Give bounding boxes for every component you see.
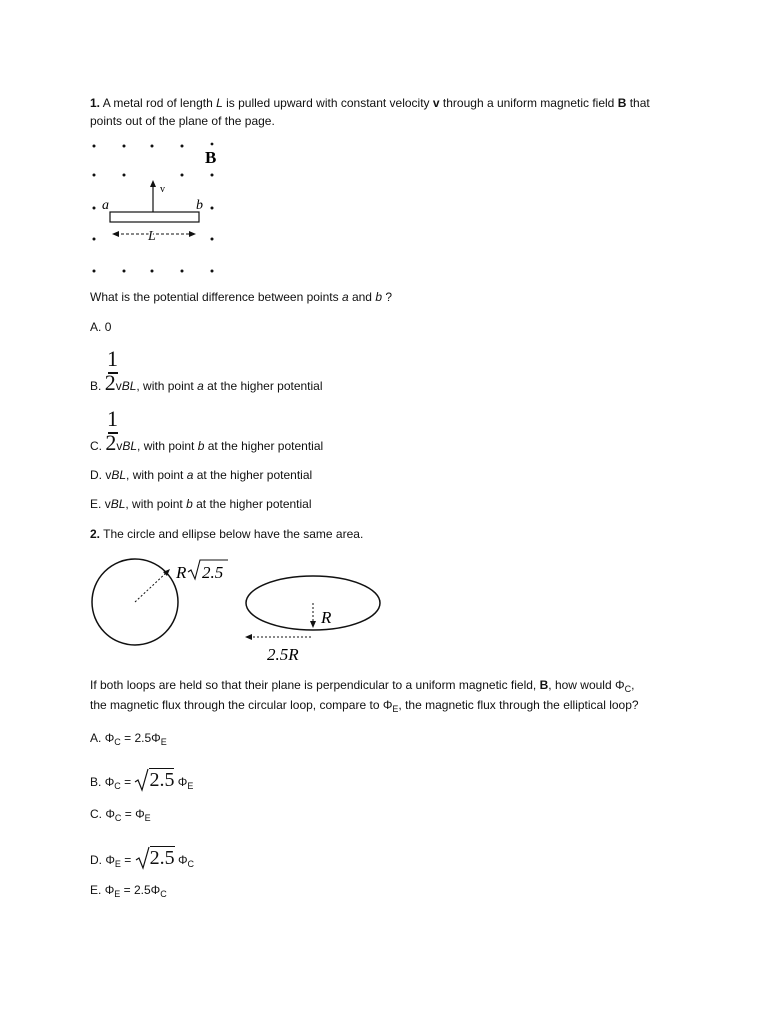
q2-choice-c[interactable]: C. $\Phi_C = \Phi_E$ xyxy=(90,807,151,823)
q2-stem: 2. The circle and ellipse below have the same area. xyxy=(90,527,364,541)
q2-choice-e[interactable]: E. $\Phi_E = 2.5\Phi_C$ xyxy=(90,883,167,899)
ellipse-major-label: 2.5R xyxy=(267,645,299,664)
end-label-a: a xyxy=(102,198,109,213)
sqrt-symbol xyxy=(135,846,150,870)
q1-choice-e[interactable]: E. vBL, with point b at the higher potential xyxy=(90,497,312,511)
q1-stem-line2: points out of the plane of the page. xyxy=(90,114,275,128)
fraction-numerator: 1 xyxy=(107,406,118,431)
field-label-B: B xyxy=(205,148,217,167)
q1-choice-a[interactable]: A. 0 xyxy=(90,320,112,334)
q1-choice-c[interactable]: 1 C. 2vBL, with point b at the higher potential xyxy=(90,406,324,455)
q1-number: 1. xyxy=(90,96,101,110)
fraction-numerator: 1 xyxy=(107,346,118,371)
fraction-denominator: 2 xyxy=(105,430,117,455)
q2-choice-b[interactable]: B. $\Phi_C = 2.5$ $\Phi_E$ xyxy=(90,769,194,791)
ellipse-minor-R: R xyxy=(321,608,332,627)
q1-stem-line1: 1. A metal rod of length L is pulled upward with constant velocity v through a uniform magnetic field B that xyxy=(90,96,650,110)
q2-number: 2. xyxy=(90,527,101,541)
q1-choice-b[interactable]: 1 B. 2vBL, with point a at the higher potential xyxy=(90,346,323,395)
q2-question-line1: If both loops are held so that their plane is perpendicular to a uniform magnetic field, B, how would $\Phi_C$, xyxy=(90,678,635,694)
fraction-denominator: 2 xyxy=(104,370,116,395)
q1-question: What is the potential difference between points a and b ? xyxy=(90,290,393,304)
circle-ellipse-diagram xyxy=(85,552,395,667)
circle-radius-sqrt-value: 2.5 xyxy=(202,563,224,582)
length-label-L: L xyxy=(148,229,156,244)
q2-choice-a[interactable]: A. $\Phi_C = 2.5\Phi_E$ xyxy=(90,731,167,747)
sqrt-symbol xyxy=(134,768,149,792)
metal-rod xyxy=(110,212,199,222)
circle-radius-line xyxy=(135,572,167,602)
rod-field-diagram xyxy=(80,135,230,280)
q2-choice-d[interactable]: D. $\Phi_E = 2.5$ $\Phi_C$ xyxy=(90,847,195,869)
q1-choice-d[interactable]: D. vBL, with point a at the higher potential xyxy=(90,468,313,482)
velocity-label: v xyxy=(160,184,165,195)
end-label-b: b xyxy=(196,198,203,213)
circle-radius-R: R xyxy=(176,563,187,582)
q2-question-line2: the magnetic flux through the circular loop, compare to $\Phi_E$, the magnetic flux through the elliptical loop? xyxy=(90,698,639,714)
